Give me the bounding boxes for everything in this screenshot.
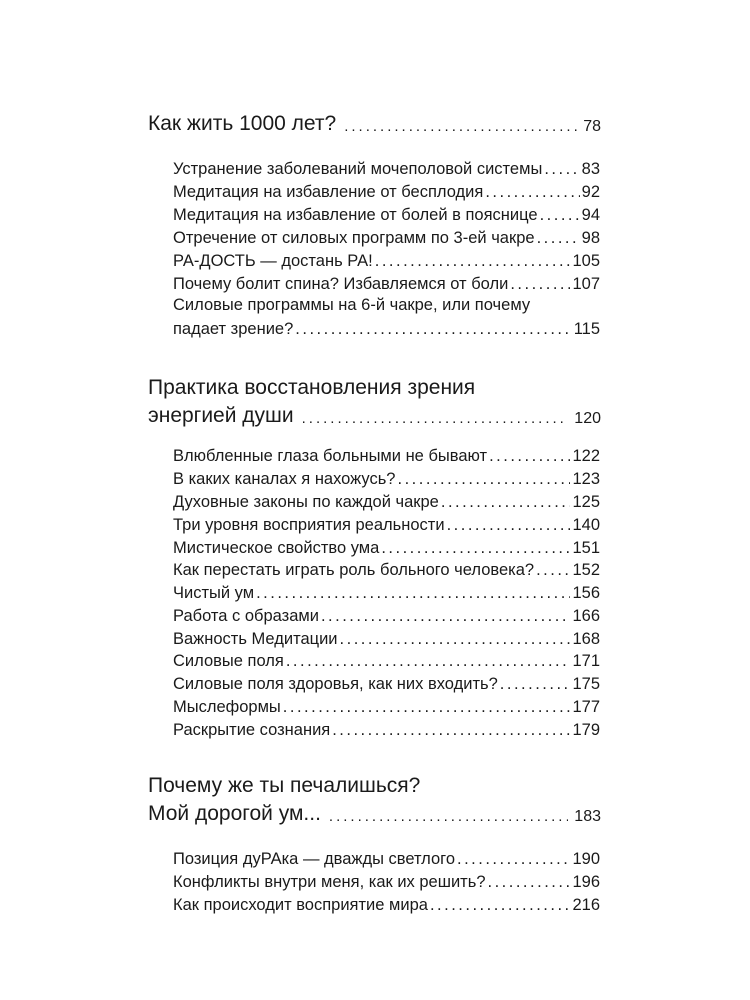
- entry-page-number: 125: [572, 493, 600, 511]
- entry-title: Как перестать играть роль больного человека?: [173, 561, 535, 579]
- section-page-number: 120: [574, 410, 601, 427]
- toc-entry: [173, 225, 600, 249]
- dot-leader: [302, 408, 569, 430]
- dot-leader: [500, 673, 571, 695]
- entry-page-number: 175: [572, 675, 600, 693]
- toc-entry: [173, 271, 600, 295]
- dot-leader: [397, 468, 570, 490]
- entry-title: Силовые поля: [173, 652, 284, 670]
- entry-title: Три уровня восприятия реальности: [173, 516, 445, 534]
- entry-title: РА-ДОСТЬ — достань РА!: [173, 252, 373, 270]
- toc-entry: [173, 603, 600, 627]
- toc-entry: [173, 489, 600, 513]
- entry-title: В каких каналах я нахожусь?: [173, 470, 396, 488]
- dot-leader: [540, 204, 580, 226]
- entry-title: Раскрытие сознания: [173, 721, 331, 739]
- dot-leader: [332, 719, 570, 741]
- dot-leader: [544, 158, 579, 180]
- section-title: Почему же ты печалишься?: [148, 774, 421, 797]
- entry-title: Устранение заболеваний мочеполовой системы: [173, 160, 543, 178]
- dot-leader: [283, 696, 571, 718]
- section-title: Мой дорогой ум...: [148, 802, 321, 825]
- toc-entry: [173, 443, 600, 467]
- section-page-number: 183: [574, 808, 601, 825]
- section-heading-line: [148, 110, 601, 138]
- entry-page-number: 122: [572, 447, 600, 465]
- dot-leader: [489, 445, 570, 467]
- entry-page-number: 123: [572, 470, 600, 488]
- dot-leader: [488, 871, 571, 893]
- entry-page-number: 107: [572, 275, 600, 293]
- dot-leader: [256, 582, 570, 604]
- entry-page-number: 196: [572, 873, 600, 891]
- dot-leader: [441, 491, 571, 513]
- dot-leader: [485, 181, 579, 203]
- section-heading: [148, 110, 601, 138]
- section-heading: [148, 374, 601, 430]
- entry-title: Влюбленные глаза больными не бывают: [173, 447, 488, 465]
- entry-page-number: 166: [572, 607, 600, 625]
- entry-page-number: 168: [572, 630, 600, 648]
- entry-title: Важность Медитации: [173, 630, 338, 648]
- dot-leader: [329, 806, 568, 828]
- dot-leader: [295, 318, 571, 340]
- toc-entry: [173, 671, 600, 695]
- section-heading-line: [148, 772, 601, 800]
- dot-leader: [340, 628, 571, 650]
- dot-leader: [375, 250, 571, 272]
- entry-page-number: 151: [572, 539, 600, 557]
- toc-entry: [173, 648, 600, 672]
- toc-entry: [173, 694, 600, 718]
- toc-entry: [173, 892, 600, 916]
- entry-page-number: 216: [572, 896, 600, 914]
- toc-entry: [173, 179, 600, 203]
- toc-entry: [173, 248, 600, 272]
- entry-page-number: 115: [573, 320, 600, 338]
- entry-title: Чистый ум: [173, 584, 255, 602]
- dot-leader: [321, 605, 571, 627]
- section-heading-line: [148, 374, 601, 402]
- toc-entry: [173, 846, 600, 870]
- entry-page-number: 179: [572, 721, 600, 739]
- entry-page-number: 152: [572, 561, 600, 579]
- entry-title: Медитация на избавление от бесплодия: [173, 183, 484, 201]
- entry-page-number: 140: [572, 516, 600, 534]
- entry-title: падает зрение?: [173, 320, 294, 338]
- dot-leader: [381, 537, 570, 559]
- entry-title-line: Силовые программы на 6-й чакре, или почему: [173, 296, 531, 314]
- entry-title: Мистическое свойство ума: [173, 539, 380, 557]
- entry-page-number: 105: [572, 252, 600, 270]
- section-title: Практика восстановления зрения: [148, 376, 476, 399]
- toc-entry: [173, 580, 600, 604]
- dot-leader: [286, 650, 571, 672]
- entry-page-number: 156: [572, 584, 600, 602]
- entry-title: Конфликты внутри меня, как их решить?: [173, 873, 486, 891]
- dot-leader: [457, 848, 570, 870]
- entry-page-number: 83: [581, 160, 600, 178]
- entry-title: Позиция дуРАка — дважды светлого: [173, 850, 455, 868]
- entry-title: Духовные законы по каждой чакре: [173, 493, 439, 511]
- entry-title: Как происходит восприятие мира: [173, 896, 428, 914]
- entry-title: Медитация на избавление от болей в пояснице: [173, 206, 538, 224]
- toc-entry: [173, 717, 600, 741]
- toc-entry: [173, 626, 600, 650]
- section-title: энергией души: [148, 404, 294, 427]
- entry-page-number: 171: [572, 652, 600, 670]
- toc-entry: [173, 156, 600, 180]
- entry-page-number: 98: [581, 229, 600, 247]
- entry-title: Силовые поля здоровья, как них входить?: [173, 675, 498, 693]
- dot-leader: [537, 227, 580, 249]
- entry-page-number: 94: [581, 206, 600, 224]
- section-heading: [148, 772, 601, 828]
- toc-entry: [173, 512, 600, 536]
- entry-title: Отречение от силовых программ по 3-ей чакре: [173, 229, 535, 247]
- section-page-number: 78: [583, 118, 601, 135]
- toc-entry: [173, 869, 600, 893]
- entry-title: Мыслеформы: [173, 698, 281, 716]
- section-heading-line: [148, 402, 601, 430]
- dot-leader: [447, 514, 571, 536]
- entry-title: Почему болит спина? Избавляемся от боли: [173, 275, 509, 293]
- entry-page-number: 92: [581, 183, 600, 201]
- entry-page-number: 177: [572, 698, 600, 716]
- dot-leader: [430, 894, 571, 916]
- toc-entry: [173, 466, 600, 490]
- section-title: Как жить 1000 лет?: [148, 112, 337, 135]
- entry-page-number: 190: [572, 850, 600, 868]
- toc-entry: [173, 535, 600, 559]
- section-heading-line: [148, 800, 601, 828]
- toc-entry: [173, 202, 600, 226]
- dot-leader: [510, 273, 570, 295]
- dot-leader: [344, 116, 577, 138]
- toc-entry: [173, 316, 600, 340]
- entry-title: Работа с образами: [173, 607, 319, 625]
- dot-leader: [536, 559, 570, 581]
- toc-entry: [173, 557, 600, 581]
